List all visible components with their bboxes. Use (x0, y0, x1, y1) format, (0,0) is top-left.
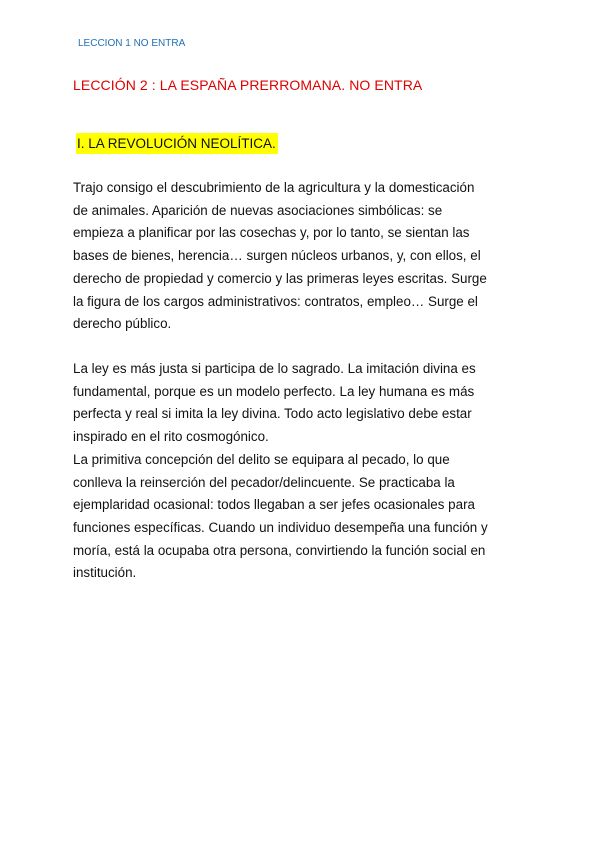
paragraph-neolithic-revolution (73, 177, 538, 336)
text-line: La ley es más justa si participa de lo sagrado. La imitación divina es (73, 361, 476, 376)
text-line: moría, está la ocupaba otra persona, convirtiendo la función social en (73, 542, 486, 558)
text-line: ejemplaridad ocasional: todos llegaban a ser jefes ocasionales para (73, 497, 475, 513)
text-line: Trajo consigo el descubrimiento de la agricultura y la domesticación (73, 180, 475, 195)
text-line: conlleva la reinserción del pecador/delincuente. Se practicaba la (73, 474, 455, 490)
section-heading-highlighted: I. LA REVOLUCIÓN NEOLÍTICA. (76, 133, 278, 154)
header-note: LECCION 1 NO ENTRA (78, 38, 186, 49)
text-line: institución. (73, 565, 137, 581)
text-line: de animales. Aparición de nuevas asociaciones simbólicas: se (73, 202, 443, 218)
text-line: La primitiva concepción del delito se equipara al pecado, lo que (73, 451, 450, 467)
text-line: derecho público. (73, 316, 172, 332)
text-line: funciones específicas. Cuando un individuo desempeña una función y (73, 519, 488, 535)
paragraph-law-and-sacred (73, 358, 538, 585)
text-line: empieza a planificar por las cosechas y, por lo tanto, se sientan las (73, 225, 470, 241)
text-line: derecho de propiedad y comercio y las primeras leyes escritas. Surge (73, 270, 487, 286)
lesson-title: LECCIÓN 2 : LA ESPAÑA PRERROMANA. NO ENTRA (73, 77, 423, 93)
text-line: perfecta y real si imita la ley divina. Todo acto legislativo debe estar (73, 406, 472, 422)
text-line: la figura de los cargos administrativos: contratos, empleo… Surge el (73, 293, 478, 309)
text-line: fundamental, porque es un modelo perfecto. La ley humana es más (73, 383, 475, 399)
text-line: bases de bienes, herencia… surgen núcleos urbanos, y, con ellos, el (73, 248, 481, 264)
text-line: inspirado en el rito cosmogónico. (73, 429, 269, 445)
